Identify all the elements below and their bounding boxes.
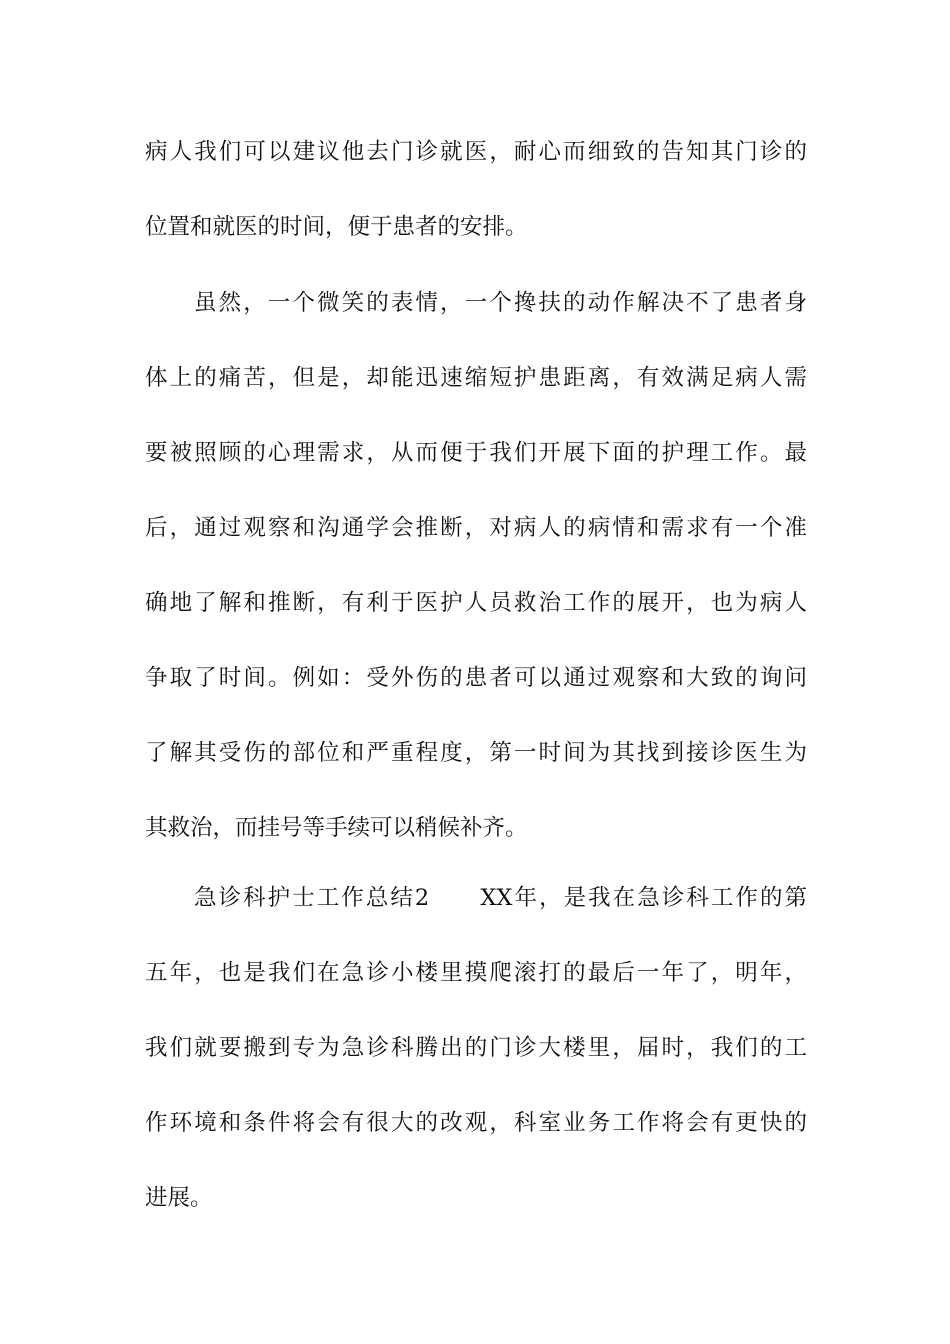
- text-line: 虽然，一个微笑的表情，一个搀扶的动作解决不了患者身: [194, 290, 807, 316]
- text-line: 要被照顾的心理需求，从而便于我们开展下面的护理工作。最: [145, 440, 807, 466]
- text-line: 急诊科护士工作总结2 XX年，是我在急诊科工作的第: [194, 885, 807, 911]
- text-line: 其救治，而挂号等手续可以稍候补齐。: [145, 815, 528, 841]
- text-line: 进展。: [145, 1185, 213, 1211]
- text-line: 确地了解和推断，有利于医护人员救治工作的展开，也为病人: [145, 590, 807, 616]
- text-line: 病人我们可以建议他去门诊就医，耐心而细致的告知其门诊的: [145, 139, 807, 165]
- text-line: 后，通过观察和沟通学会推断，对病人的病情和需求有一个准: [145, 515, 807, 541]
- text-line: 体上的痛苦，但是，却能迅速缩短护患距离，有效满足病人需: [145, 365, 807, 391]
- text-line: 我们就要搬到专为急诊科腾出的门诊大楼里，届时，我们的工: [145, 1035, 807, 1061]
- text-line: 位置和就医的时间，便于患者的安排。: [145, 214, 528, 240]
- text-line: 五年，也是我们在急诊小楼里摸爬滚打的最后一年了，明年，: [145, 960, 807, 986]
- text-line: 争取了时间。例如：受外伤的患者可以通过观察和大致的询问: [145, 665, 807, 691]
- text-line: 作环境和条件将会有很大的改观，科室业务工作将会有更快的: [145, 1110, 807, 1136]
- text-line: 了解其受伤的部位和严重程度，第一时间为其找到接诊医生为: [145, 740, 807, 766]
